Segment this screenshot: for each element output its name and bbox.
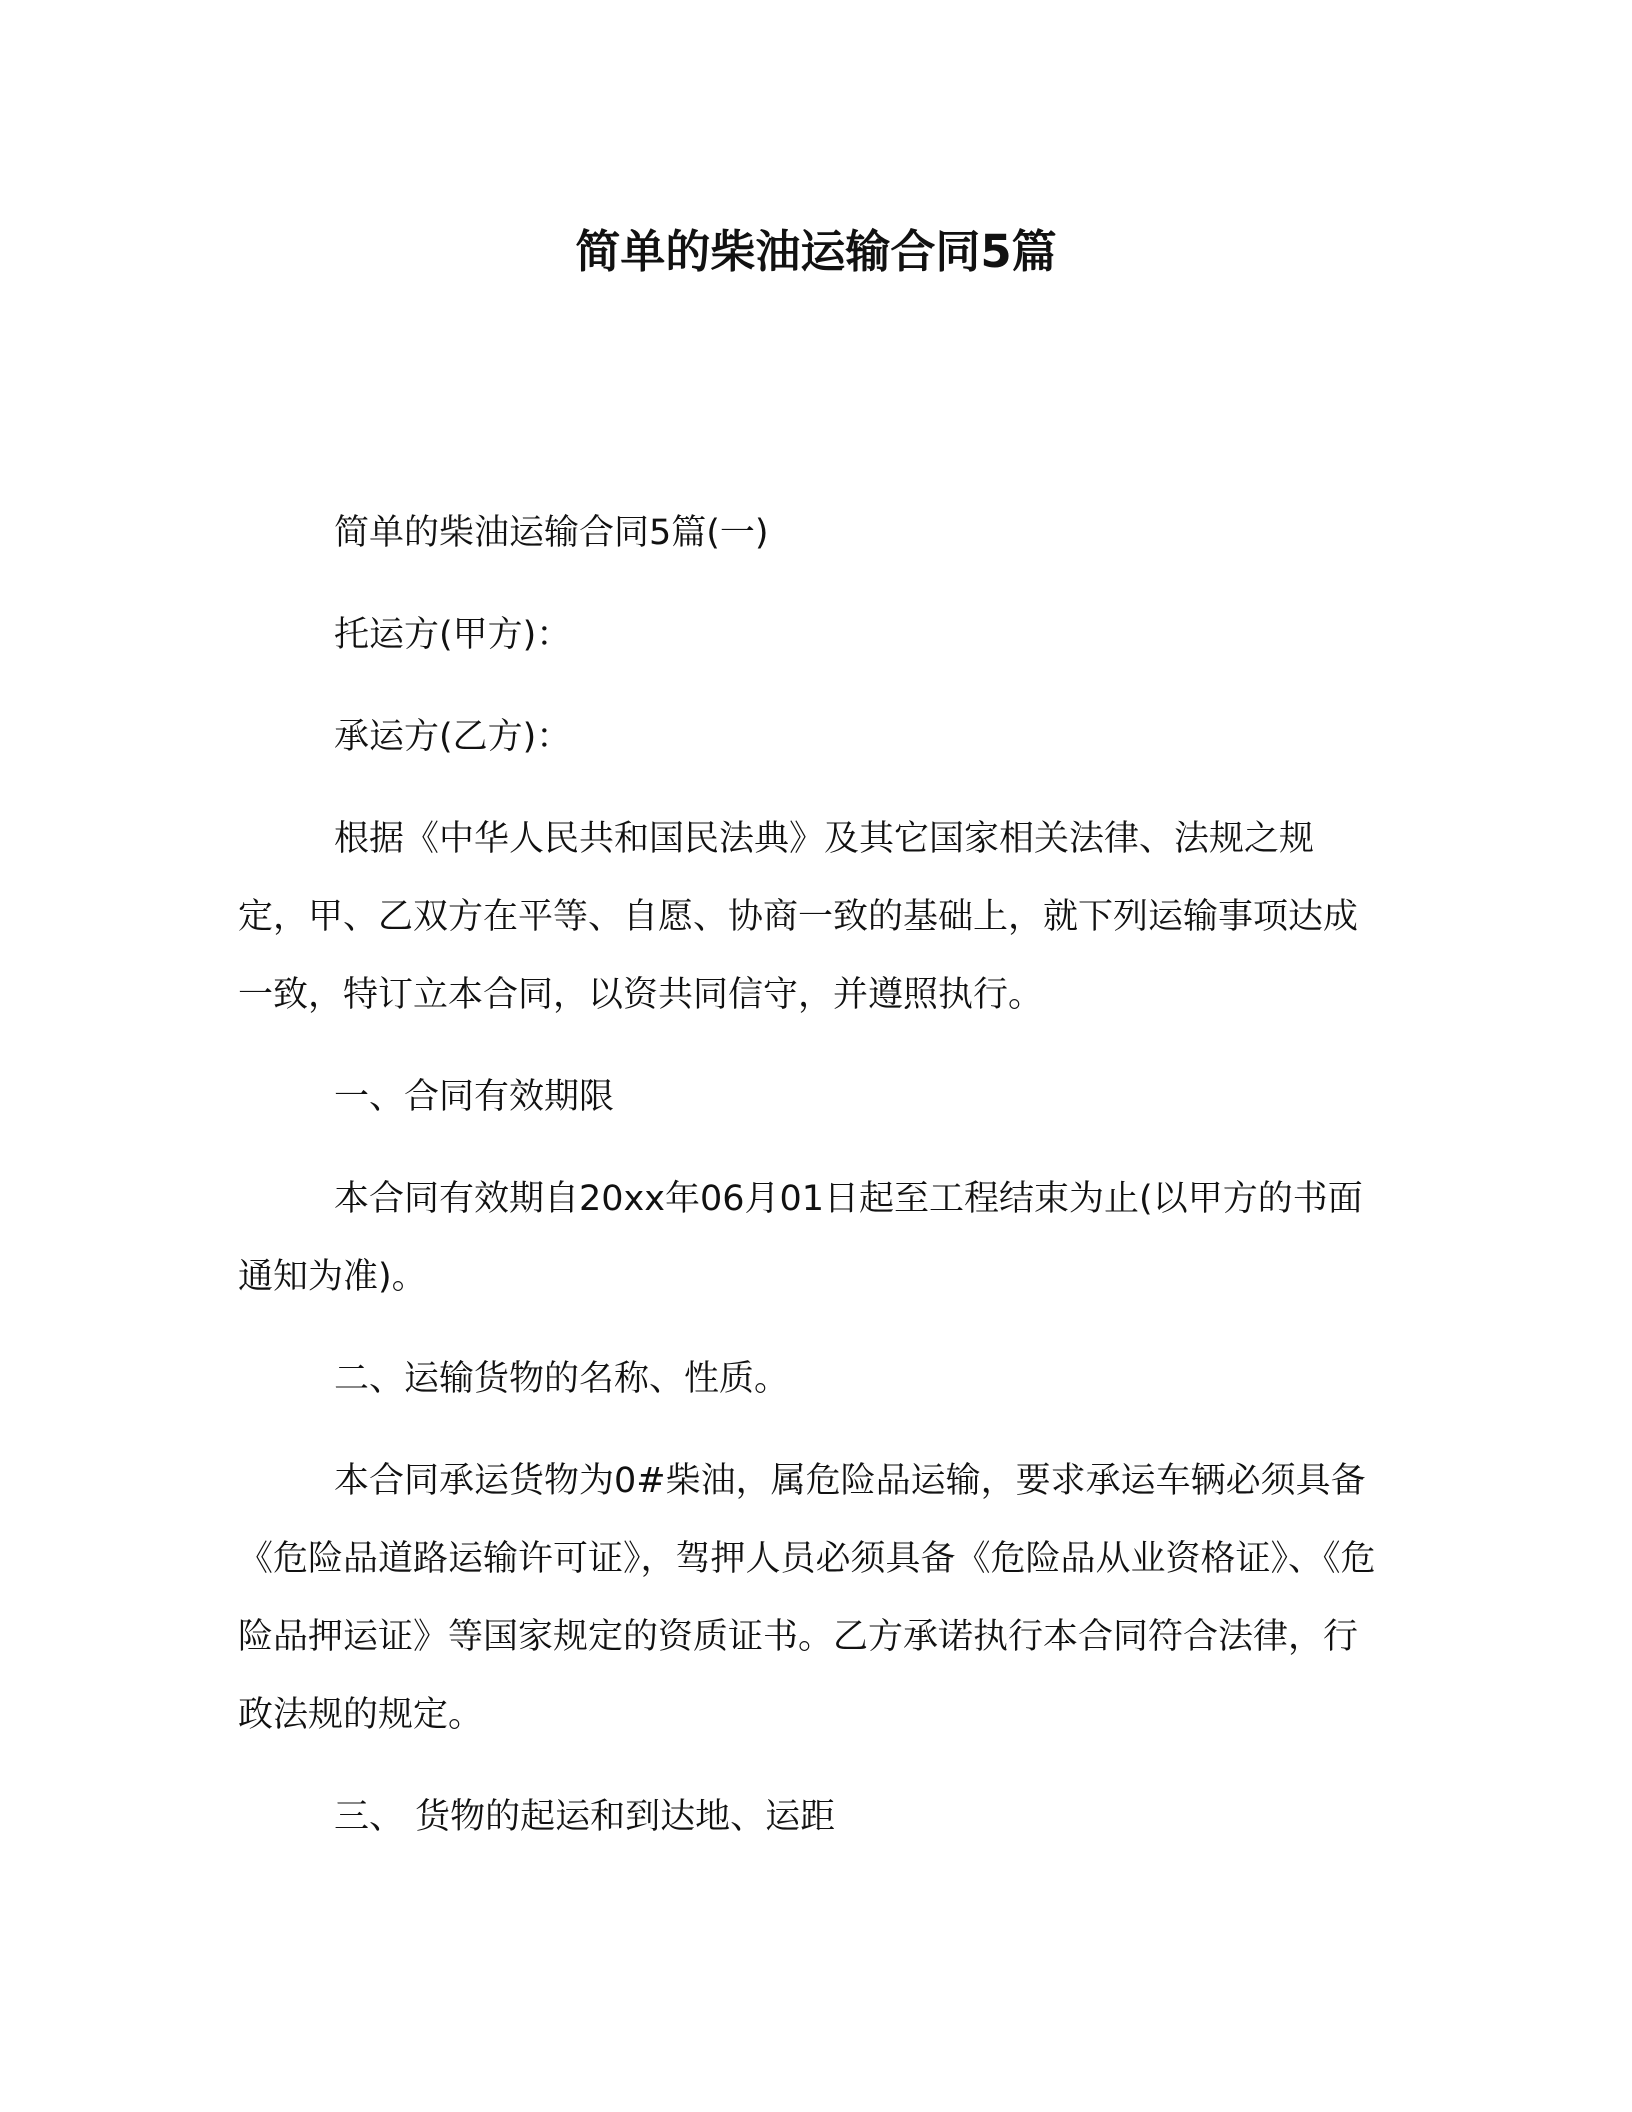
clause-heading-term: 一、合同有效期限 [334,1077,615,1117]
clause-body-goods: 本合同承运货物为0#柴油，属危险品运输，要求承运车辆必须具备《危险品道路运输许可证》，驾押人员必须具备《危险品从业资格证》、《危险品押运证》等国家规定的资质证书。乙方承诺执行本合同符合法律，行政法规的规定。 [238,1461,1376,1735]
carrier-party-line: 承运方(乙方)： [334,717,572,757]
preamble-paragraph: 根据《中华人民共和国民法典》及其它国家相关法律、法规之规定，甲、乙双方在平等、自愿、协商一致的基础上，就下列运输事项达成一致，特订立本合同，以资共同信守，并遵照执行。 [238,819,1359,1015]
clause-body-term: 本合同有效期自20xx年06月01日起至工程结束为止(以甲方的书面通知为准)。 [238,1179,1363,1297]
clause-heading-route: 三、 货物的起运和到达地、运距 [334,1797,836,1837]
document-title: 简单的柴油运输合同5篇 [575,225,1057,278]
clause-heading-goods: 二、运输货物的名称、性质。 [334,1359,790,1399]
shipper-party-line: 托运方(甲方)： [334,615,572,655]
section-heading-part-one: 简单的柴油运输合同5篇(一) [334,513,769,553]
document-body [238,494,1378,1856]
